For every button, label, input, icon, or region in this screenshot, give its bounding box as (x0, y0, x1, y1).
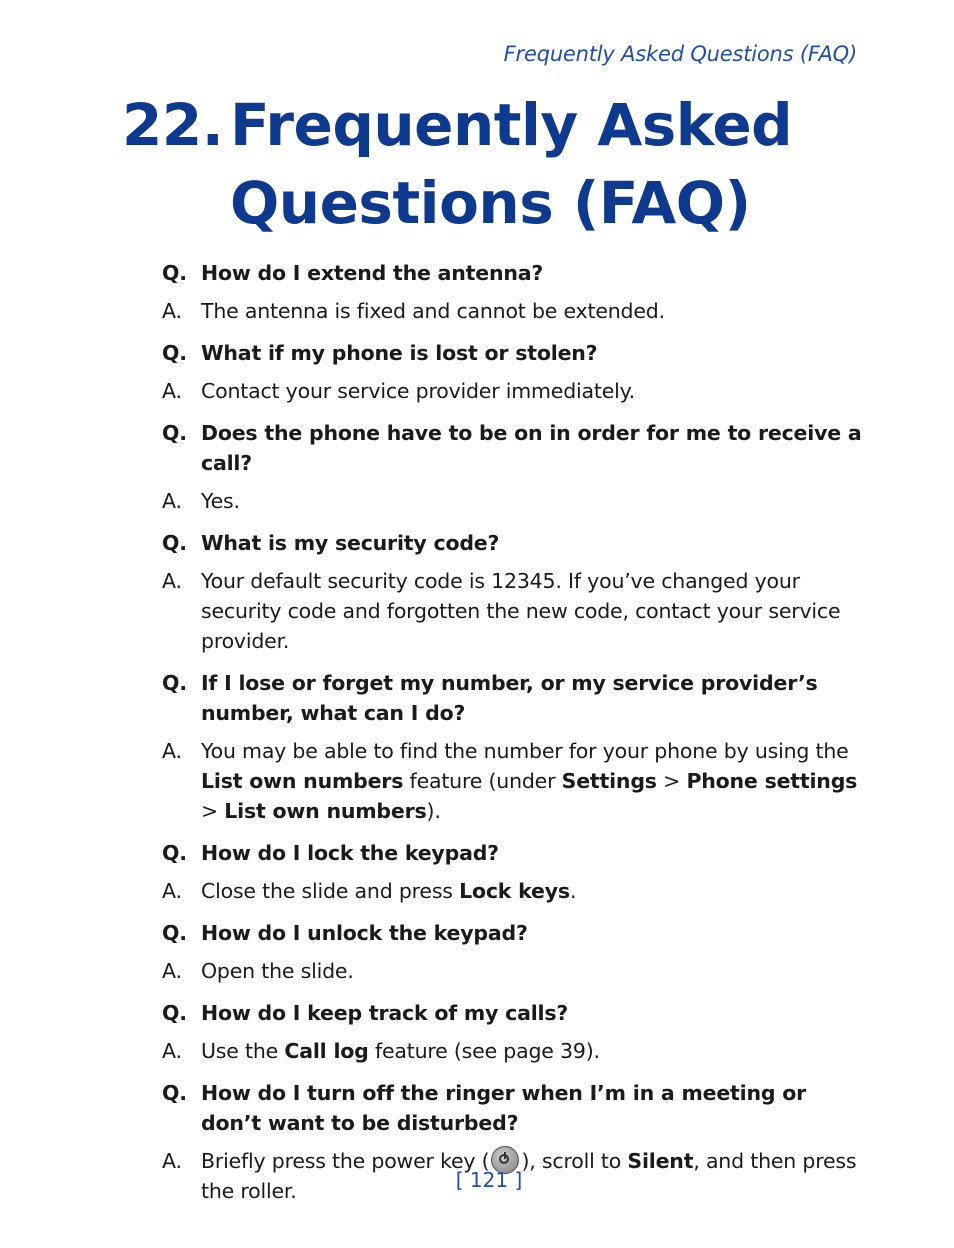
chapter-title (122, 86, 792, 242)
faq-question: Q. What if my phone is lost or stolen? (162, 341, 598, 365)
chapter-title-line2: Questions (FAQ) (230, 169, 751, 237)
faq-answer: A. Open the slide. (162, 959, 354, 983)
faq-answer: A. You may be able to find the number for your phone by using the List own numbers feature (under Settings > Phone settings > List own numbers). (162, 739, 858, 823)
running-header: Frequently Asked Questions (FAQ) (503, 42, 857, 66)
faq-question: Q. Does the phone have to be on in order for me to receive a call? (162, 421, 862, 475)
faq-question: Q. How do I unlock the keypad? (162, 921, 528, 945)
faq-question: Q. How do I turn off the ringer when I’m in a meeting or don’t want to be disturbed? (162, 1081, 807, 1135)
faq-question: Q. How do I keep track of my calls? (162, 1001, 569, 1025)
faq-answer: A. Yes. (162, 489, 240, 513)
faq-answer: A. Use the Call log feature (see page 39). (162, 1039, 600, 1063)
page-number: [ 121 ] (455, 1168, 523, 1192)
faq-answer: A. Briefly press the power key ( ), scroll to Silent, and then press the roller. (162, 1146, 862, 1206)
faq-answer: A. The antenna is fixed and cannot be extended. (162, 299, 665, 323)
faq-question: Q. How do I lock the keypad? (162, 841, 499, 865)
faq-answer: A. Your default security code is 12345. If you’ve changed your security code and forgotten the new code, contact your service provider. (162, 569, 841, 653)
chapter-number: 22. (122, 91, 224, 159)
faq-question: Q. What is my security code? (162, 531, 500, 555)
faq-answer: A. Close the slide and press Lock keys. (162, 879, 577, 903)
faq-question: Q. If I lose or forget my number, or my service provider’s number, what can I do? (162, 671, 818, 725)
faq-question: Q. How do I extend the antenna? (162, 261, 544, 285)
faq-answer: A. Contact your service provider immediately. (162, 379, 635, 403)
chapter-title-line1: Frequently Asked (230, 91, 793, 159)
faq-list (162, 258, 862, 1206)
